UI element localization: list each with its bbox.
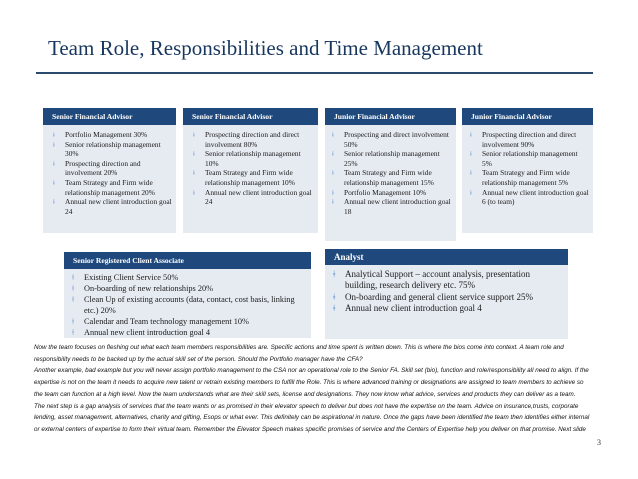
list-item: ǂ Senior relationship management 10% xyxy=(193,149,301,168)
bullet-icon: ǂ xyxy=(193,168,195,178)
card-header: Junior Financial Advisor xyxy=(462,108,593,125)
notes-paragraph: Another example, bad example but you will never assign portfolio management to the CSA nor an operational role to the Senior FA. Skill set (bio), function and role/responsibility all need to align. If the expertise is not on the team it needs to acquire new talent or retrain existing members to fulfill the Role. This is where advanced training or designations are assigned to team members to achieve so the team can function at a high level. Now the team understands what are their skill sets, license and designations. They now know what advice, services and products they can deliver as a team. xyxy=(34,367,589,398)
list-item: ǂ Existing Client Service 50% xyxy=(72,273,179,282)
card-body xyxy=(462,125,593,233)
card-senior-fa-2 xyxy=(183,108,318,233)
list-item: ǂ Prospecting direction and direct involvement 80% xyxy=(193,130,300,149)
list-item: ǂ Team Strategy and Firm wide relationship management 20% xyxy=(53,177,155,197)
card-junior-fa-2 xyxy=(462,108,593,233)
list-item: ǂ Annual new client introduction goal 18 xyxy=(332,197,451,216)
list-item: ǂ Portfolio Management 30% xyxy=(53,130,148,139)
list-item: ǂ Senior relationship management 25% xyxy=(332,149,440,168)
list-item: ǂ Calendar and Team technology management 10% xyxy=(72,317,249,326)
card-body xyxy=(64,269,311,338)
slide-title: Team Role, Responsibilities and Time Management xyxy=(48,36,483,60)
list-item: ǂ Prospecting direction and involvement 20% xyxy=(53,158,141,178)
list-item: ǂ Team Strategy and Firm wide relationship management 5% xyxy=(470,168,570,187)
bullet-icon: ǂ xyxy=(53,197,55,207)
list-item: ǂ Portfolio Management 10% xyxy=(332,187,427,197)
bullet-icon: ǂ xyxy=(53,177,55,187)
card-header: Senior Registered Client Associate xyxy=(64,252,311,269)
card-header: Analyst xyxy=(325,249,568,265)
card-header: Senior Financial Advisor xyxy=(43,108,176,125)
card-body xyxy=(43,125,176,233)
bullet-icon: ǂ xyxy=(193,187,195,197)
list-item: ǂ Annual new client introduction goal 4 xyxy=(72,328,211,337)
bullet-icon: ǂ xyxy=(332,187,334,197)
bullet-icon: ǂ xyxy=(333,269,336,279)
bullet-icon: ǂ xyxy=(72,295,75,304)
bullet-icon: ǂ xyxy=(53,158,55,168)
list-item: ǂ Team Strategy and Firm wide relationship management 15% xyxy=(332,168,434,187)
card-header: Junior Financial Advisor xyxy=(325,108,456,125)
bullet-icon: ǂ xyxy=(470,168,472,178)
notes-paragraph: The next step is a gap analysis of services that the team wants or as promised in their elevator speech to deliver but does not have the expertise on the team. Advice on insurance,trusts, corporate lending, asset management, alternatives, charity and gifting, Esops or what ever. This definitely can be aspirational in nature. Once the gaps have been identified the team then identifies either internal or external centers of expertise to form their virtual team. Remember the Elevator Speech makes specific promises of service and the Centers of Expertise help you deliver on that promise. Next slide xyxy=(34,402,590,433)
list-item: ǂ Annual new client introduction goal 4 xyxy=(333,303,482,314)
list-item: ǂ Senior relationship management 5% xyxy=(470,149,578,168)
card-body xyxy=(325,265,568,339)
bullet-icon: ǂ xyxy=(72,328,75,337)
bullet-icon: ǂ xyxy=(193,149,195,159)
bullet-icon: ǂ xyxy=(72,273,75,282)
card-junior-fa-1 xyxy=(325,108,456,241)
card-body xyxy=(183,125,318,233)
list-item: ǂ Annual new client introduction goal 24 xyxy=(53,197,172,216)
card-senior-rca xyxy=(64,252,311,338)
bullet-icon: ǂ xyxy=(470,187,472,197)
list-item: ǂ Team Strategy and Firm wide relationship management 10% xyxy=(193,168,295,187)
speaker-notes xyxy=(34,342,594,436)
list-item: ǂ Annual new client introduction goal 24 xyxy=(193,187,312,207)
card-header: Senior Financial Advisor xyxy=(183,108,318,125)
bullet-icon: ǂ xyxy=(53,130,55,139)
bullet-icon: ǂ xyxy=(332,130,334,139)
notes-paragraph: Now the team focuses on fleshing out what each team members responsibilities are. Specific actions and time spent is written down. This is where the bios come into context. A team role and responsibility needs to be backed up by the actual skill set of the person. Should the Portfolio manager have the CFA? xyxy=(34,344,564,363)
card-senior-fa-1 xyxy=(43,108,176,233)
bullet-icon: ǂ xyxy=(53,139,55,149)
list-item: ǂ On-boarding of new relationships 20% xyxy=(72,284,214,293)
list-item: ǂ Senior relationship management 30% xyxy=(53,139,161,159)
bullet-icon: ǂ xyxy=(72,284,75,293)
list-item: ǂ Prospecting direction and direct involvement 90% xyxy=(470,130,577,149)
bullet-icon: ǂ xyxy=(470,130,472,139)
bullet-icon: ǂ xyxy=(333,291,336,302)
list-item: ǂ On-boarding and general client service support 25% xyxy=(333,291,533,302)
card-analyst xyxy=(325,249,568,339)
card-body xyxy=(325,125,456,241)
list-item: ǂ Annual new client introduction goal 6 (to team) xyxy=(470,187,589,207)
list-item: ǂ Analytical Support – account analysis, presentation building, research delivery etc. 75% xyxy=(333,269,530,291)
bullet-icon: ǂ xyxy=(332,168,334,178)
page-number: 3 xyxy=(597,438,601,447)
bullet-icon: ǂ xyxy=(470,149,472,159)
list-item: ǂ Clean Up of existing accounts (data, contact, cost basis, linking etc.) 20% xyxy=(72,295,295,315)
bullet-icon: ǂ xyxy=(193,130,195,139)
bullet-icon: ǂ xyxy=(332,197,334,207)
title-divider xyxy=(36,72,593,74)
bullet-icon: ǂ xyxy=(333,303,336,314)
bullet-icon: ǂ xyxy=(72,317,75,326)
bullet-icon: ǂ xyxy=(332,149,334,159)
list-item: ǂ Prospecting and direct involvement 50% xyxy=(332,130,449,149)
